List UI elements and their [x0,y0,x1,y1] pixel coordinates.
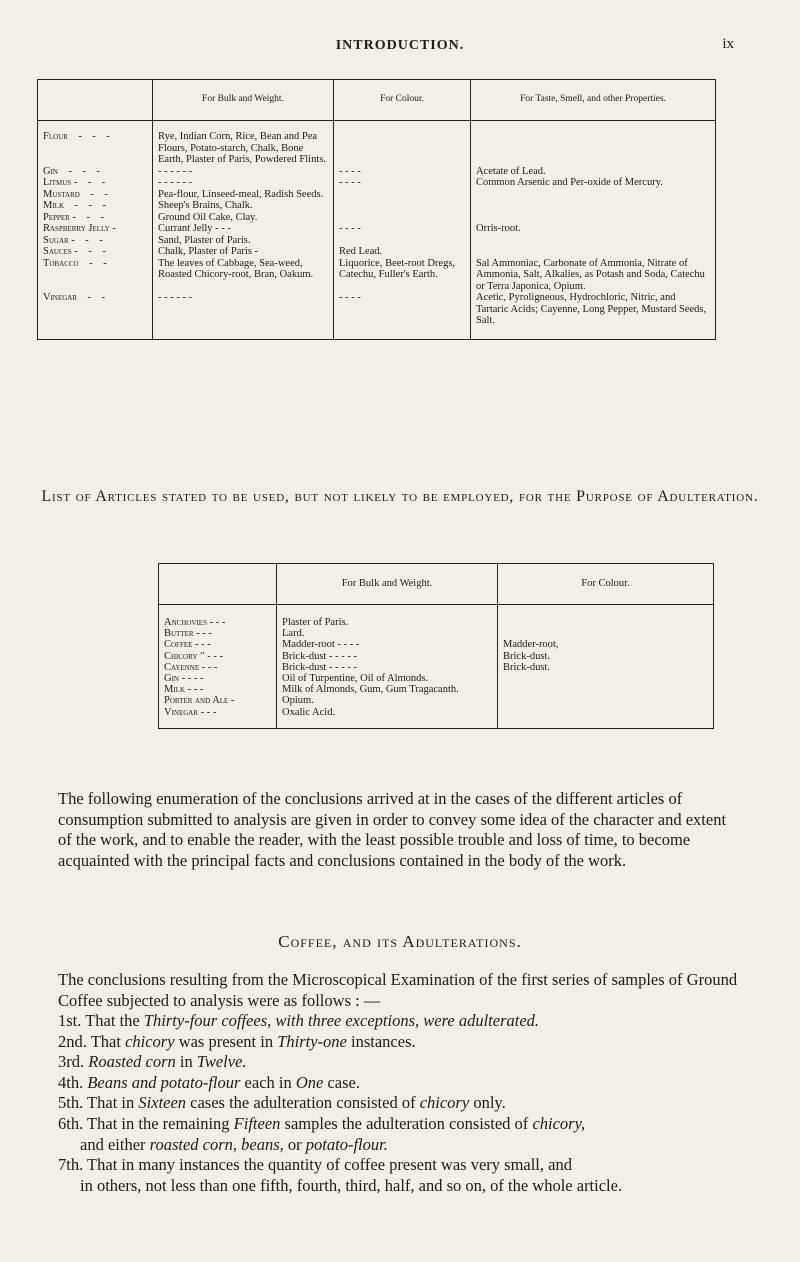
bulk-cell: Rye, Indian Corn, Rice, Bean and Pea Flours, Potato-starch, Chalk, Bone Earth, Plaster of Paris, Powdered Flints. [153,121,334,166]
bulk-entry: Plaster of Paris. [282,617,349,628]
colour-entry: Brick-dust. [503,661,550,673]
article-entry: Butter - - - [164,628,212,640]
taste-cell [471,235,716,247]
taste-cell [471,121,716,166]
bulk-cell: Sheep's Brains, Chalk. [153,200,334,212]
article-entry: Coffee - - - [164,639,211,651]
page-number: ix [722,36,734,52]
article-cell: Raspberry Jelly - [43,223,116,234]
section-heading: Coffee, and its Adulterations. [278,932,522,951]
colour-cell [334,200,471,212]
table-row [38,235,716,247]
bulk-cell: - - - - - - [153,166,334,178]
bulk-cell: Ground Oil Cake, Clay. [153,212,334,224]
colour-cell: - - - - [334,177,471,189]
running-title: INTRODUCTION. [335,38,465,53]
table-row [38,292,716,339]
finding-4: 4th. Beans and potato-flour each in One case. [58,1072,361,1092]
bulk-entry: Brick-dust - - - - - [282,661,357,673]
table-row [38,258,716,293]
taste-cell: Acetic, Pyroligneous, Hydrochloric, Nitric, and Tartaric Acids; Cayenne, Long Pepper, Mustard Seeds, Salt. [471,292,716,339]
article-entry: Porter and Ale - [164,695,235,707]
colour-entry [503,673,708,684]
finding-7-cont: in others, not less than one fifth, fourth, third, half, and so on, of the whole article. [80,1175,623,1195]
table-row [38,121,716,166]
colour-cell: - - - - [334,223,471,235]
article-cell: Gin - - - [43,165,100,177]
bulk-cell: Pea-flour, Linseed-meal, Radish Seeds. [153,189,334,201]
article-entry: Cayenne - - - [164,661,218,673]
col-taste: For Taste, Smell, and other Properties. [471,80,716,121]
article-entry: Anchovies - - - [164,617,226,628]
article-cell: Pepper - - - [43,211,104,223]
col-colour: For Colour. [498,564,714,605]
table-row [38,177,716,189]
finding-6: 6th. That in the remaining Fifteen samples the adulteration consisted of chicory, [58,1113,586,1133]
colour-cell: - - - - [334,292,471,339]
bulk-cell: Currant Jelly - - - [153,223,334,235]
colour-cell [334,189,471,201]
taste-cell: Sal Ammoniac, Carbonate of Ammonia, Nitrate of Ammonia, Salt, Alkalies, as Potash and Soda, Catechu or Terra Japonica, Opium. [471,258,716,293]
bulk-entry: Oxalic Acid. [282,706,336,718]
finding-3: 3rd. Roasted corn in Twelve. [58,1052,247,1072]
bulk-cell: Sand, Plaster of Paris. [153,235,334,247]
colour-cell: - - - - [334,166,471,178]
article-list [159,605,277,729]
article-cell: Flour - - - [43,131,110,142]
section-intro: The conclusions resulting from the Microscopical Examination of the first series of samples of Ground Coffee subjected to analysis were as follows : — [58,970,738,1010]
taste-cell: Acetate of Lead. [471,166,716,178]
article-entry: Milk - - - [164,684,204,696]
table-row [38,212,716,224]
bulk-entry: Madder-root - - - - [282,639,360,651]
article-cell: Vinegar - - [43,292,106,303]
bulk-list [277,605,498,729]
col-article [38,80,153,121]
taste-cell [471,189,716,201]
article-entry: Chicory ʹʹ - - - [164,650,224,662]
table-row [159,605,714,729]
taste-cell: Orris-root. [471,223,716,235]
intro-paragraph: The following enumeration of the conclusions arrived at in the cases of the different articles of consumption submitted to analysis are given in order to convey some idea of the character and extent of the work, and to enable the reader, with the least possible trouble and loss of time, to become acquainted with the principal facts and conclusions contained in the body of the work. [58,789,727,870]
bulk-entry: Brick-dust - - - - - [282,650,357,662]
taste-cell [471,212,716,224]
finding-7: 7th. That in many instances the quantity of coffee present was very small, and [58,1155,572,1175]
col-bulk: For Bulk and Weight. [277,564,498,605]
unlikely-adulterants-table [158,563,714,729]
taste-cell [471,246,716,258]
taste-cell: Common Arsenic and Per-oxide of Mercury. [471,177,716,189]
table-row [38,200,716,212]
table-row [38,189,716,201]
colour-cell: Liquorice, Beet-root Dregs, Catechu, Fuller's Earth. [334,258,471,293]
colour-entry: Madder-root, [503,639,559,651]
findings-list [58,1011,748,1196]
col-article [159,564,277,605]
table-body [38,121,716,340]
colour-entry [503,684,708,695]
article-cell: Mustard - - [43,188,108,200]
colour-cell: Red Lead. [334,246,471,258]
bulk-entry: Lard. [282,628,305,640]
colour-entry [503,617,708,628]
colour-entry [503,707,708,718]
taste-cell [471,200,716,212]
article-cell: Litmus - - - [43,177,106,188]
bulk-cell: - - - - - - [153,292,334,339]
list-caption: List of Articles stated to be used, but not likely to be employed, for the Purpose of Adulteration. [41,488,759,505]
finding-1: 1st. That the Thirty-four coffees, with three exceptions, were adulterated. [58,1011,540,1030]
table-row [38,246,716,258]
bulk-entry: Milk of Almonds, Gum, Gum Tragacanth. [282,684,459,696]
colour-entry: Brick-dust. [503,650,550,662]
article-cell: Milk - - - [43,200,106,211]
article-entry: Vinegar - - - [164,706,217,718]
bulk-cell: - - - - - - [153,177,334,189]
col-bulk: For Bulk and Weight. [153,80,334,121]
colour-entry [503,695,708,706]
colour-list [498,605,714,729]
colour-entry [503,628,708,639]
colour-cell [334,235,471,247]
adulterants-table [37,79,716,340]
article-cell: Sugar - - - [43,234,103,246]
bulk-entry: Oil of Turpentine, Oil of Almonds. [282,673,429,685]
page-header [0,34,800,58]
finding-5: 5th. That in Sixteen cases the adulteration consisted of chicory only. [58,1093,506,1113]
bulk-cell: The leaves of Cabbage, Sea-weed, Roasted Chicory-root, Bran, Oakum. [153,258,334,293]
bulk-entry: Opium. [282,695,314,707]
finding-2: 2nd. That chicory was present in Thirty-one instances. [58,1031,416,1051]
article-entry: Gin - - - - [164,673,204,685]
article-cell: Sauces - - - [43,246,106,257]
bulk-cell: Chalk, Plaster of Paris - [153,246,334,258]
col-colour: For Colour. [334,80,471,121]
finding-6-cont: and either roasted corn, beans, or potato-flour. [80,1134,388,1154]
table-row [38,166,716,178]
table-row [38,223,716,235]
article-cell: Tobacco - - [43,257,107,269]
colour-cell [334,212,471,224]
colour-cell [334,121,471,166]
